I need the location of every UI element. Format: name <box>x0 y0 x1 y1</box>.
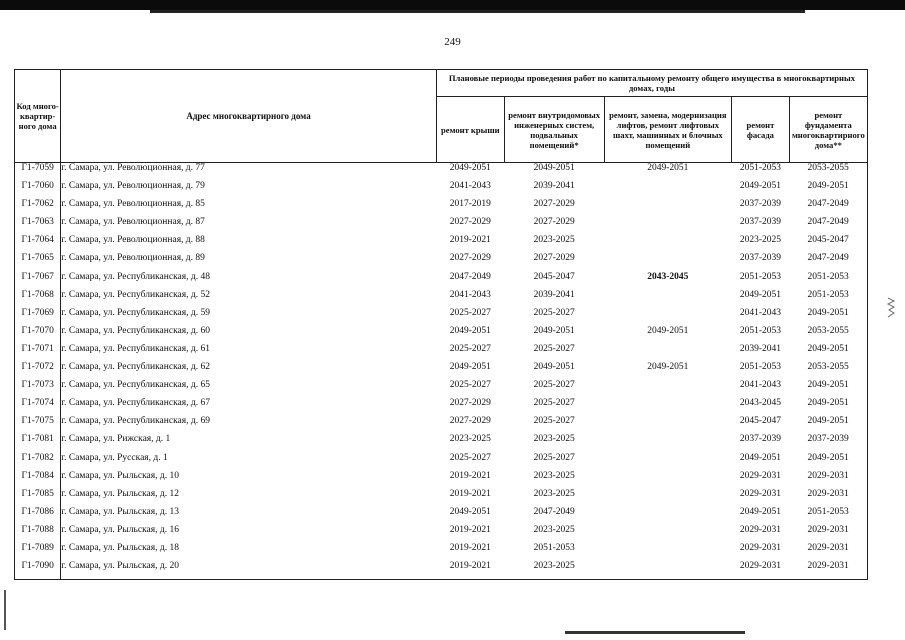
capital-repair-schedule-table <box>14 69 868 580</box>
cell-engineering: 2049-2051 <box>533 362 575 373</box>
cell-engineering: 2023-2025 <box>533 488 575 499</box>
cell-foundation: 2037-2039 <box>789 434 867 452</box>
cell-roof: 2041-2043 <box>449 289 491 300</box>
cell-foundation: 2049-2051 <box>789 344 867 362</box>
cell-code: Г1-7071 <box>15 344 61 362</box>
cell-address: г. Самара, ул. Русская, д. 1 <box>61 452 168 463</box>
table-row <box>15 525 868 543</box>
cell-code: Г1-7075 <box>15 416 61 434</box>
header-address: Адрес многоквартирного дома <box>61 70 437 163</box>
table-row <box>15 380 868 398</box>
cell-address: г. Самара, ул. Республиканская, д. 48 <box>61 271 210 282</box>
cell-engineering: 2051-2053 <box>533 542 575 553</box>
cell-elevators <box>604 181 732 199</box>
cell-engineering: 2025-2027 <box>533 307 575 318</box>
cell-roof: 2049-2051 <box>449 506 491 517</box>
cell-address: г. Самара, ул. Рыльская, д. 18 <box>61 542 179 553</box>
cell-code: Г1-7070 <box>15 326 61 344</box>
cell-elevators <box>604 471 732 489</box>
cell-code: Г1-7084 <box>15 471 61 489</box>
cell-elevators <box>604 525 732 543</box>
cell-elevators <box>604 235 732 253</box>
cell-elevators <box>604 308 732 326</box>
cell-engineering: 2023-2025 <box>533 235 575 246</box>
cell-foundation: 2045-2047 <box>789 235 867 253</box>
cell-foundation: 2029-2031 <box>789 525 867 543</box>
table-row <box>15 344 868 362</box>
cell-roof: 2025-2027 <box>449 452 491 463</box>
cell-elevators: 2043-2045 <box>647 271 689 282</box>
table-row <box>15 235 868 253</box>
scan-border-left <box>4 590 6 630</box>
cell-foundation: 2029-2031 <box>789 561 867 580</box>
cell-facade: 2029-2031 <box>739 488 782 499</box>
cell-facade: 2037-2039 <box>739 253 782 264</box>
cell-roof: 2027-2029 <box>449 253 491 264</box>
cell-elevators <box>604 416 732 434</box>
page-number: 249 <box>444 36 461 48</box>
table-row <box>15 362 868 380</box>
table-row <box>15 453 868 471</box>
cell-address: г. Самара, ул. Рыльская, д. 16 <box>61 524 179 535</box>
cell-engineering: 2025-2027 <box>533 416 575 427</box>
cell-address: г. Самара, ул. Революционная, д. 89 <box>61 253 205 264</box>
cell-elevators: 2049-2051 <box>647 163 689 173</box>
cell-roof: 2019-2021 <box>449 542 491 553</box>
cell-engineering: 2027-2029 <box>533 253 575 264</box>
cell-engineering: 2027-2029 <box>533 217 575 228</box>
cell-roof: 2017-2019 <box>449 199 491 210</box>
cell-engineering: 2039-2041 <box>533 289 575 300</box>
cell-foundation: 2047-2049 <box>789 253 867 271</box>
cell-facade: 2041-2043 <box>739 307 782 318</box>
cell-foundation: 2051-2053 <box>789 272 867 290</box>
table-row <box>15 416 868 434</box>
cell-address: г. Самара, ул. Республиканская, д. 65 <box>61 380 210 391</box>
table-row <box>15 163 868 182</box>
cell-foundation: 2053-2055 <box>789 326 867 344</box>
cell-elevators <box>604 199 732 217</box>
cell-roof: 2025-2027 <box>449 307 491 318</box>
cell-facade: 2049-2051 <box>739 181 782 192</box>
cell-facade: 2043-2045 <box>739 398 782 409</box>
table-row <box>15 561 868 580</box>
cell-address: г. Самара, ул. Республиканская, д. 61 <box>61 343 210 354</box>
cell-code: Г1-7089 <box>15 543 61 561</box>
cell-elevators <box>604 434 732 452</box>
cell-facade: 2029-2031 <box>732 561 790 580</box>
table-row <box>15 253 868 271</box>
cell-code: Г1-7068 <box>15 290 61 308</box>
cell-facade: 2049-2051 <box>739 452 782 463</box>
cell-roof: 2027-2029 <box>449 398 491 409</box>
scan-border-top <box>0 0 905 10</box>
cell-engineering: 2049-2051 <box>533 325 575 336</box>
table-row <box>15 217 868 235</box>
cell-roof: 2019-2021 <box>449 524 491 535</box>
cell-code: Г1-7064 <box>15 235 61 253</box>
cell-code: Г1-7082 <box>15 453 61 471</box>
cell-address: г. Самара, ул. Рыльская, д. 12 <box>61 488 179 499</box>
cell-engineering: 2025-2027 <box>533 343 575 354</box>
cell-foundation: 2051-2053 <box>789 507 867 525</box>
cell-address: г. Самара, ул. Революционная, д. 85 <box>61 199 205 210</box>
scan-border-top-inner <box>150 10 805 13</box>
table-row <box>15 434 868 452</box>
header-facade: ремонт фасада <box>732 97 790 163</box>
cell-elevators <box>604 380 732 398</box>
header-periods-group: Плановые периоды проведения работ по капитальному ремонту общего имущества в многоквартирных домах, годы <box>436 70 867 97</box>
cell-elevators <box>604 507 732 525</box>
cell-facade: 2051-2053 <box>739 271 782 282</box>
cell-roof: 2027-2029 <box>449 217 491 228</box>
cell-address: г. Самара, ул. Республиканская, д. 59 <box>61 307 210 318</box>
cell-code: Г1-7072 <box>15 362 61 380</box>
cell-roof: 2049-2051 <box>449 163 491 173</box>
cell-code: Г1-7073 <box>15 380 61 398</box>
cell-facade: 2051-2053 <box>739 325 782 336</box>
cell-engineering: 2025-2027 <box>533 452 575 463</box>
cell-engineering: 2023-2025 <box>533 434 575 445</box>
table-row <box>15 290 868 308</box>
cell-code: Г1-7062 <box>15 199 61 217</box>
cell-foundation: 2029-2031 <box>789 543 867 561</box>
cell-roof: 2019-2021 <box>436 561 504 580</box>
cell-elevators <box>604 489 732 507</box>
table-row <box>15 181 868 199</box>
cell-facade: 2029-2031 <box>739 470 782 481</box>
table-row <box>15 272 868 290</box>
cell-code: Г1-7074 <box>15 398 61 416</box>
cell-code: Г1-7060 <box>15 181 61 199</box>
cell-roof: 2019-2021 <box>449 235 491 246</box>
cell-foundation: 2053-2055 <box>789 163 867 182</box>
cell-foundation: 2029-2031 <box>789 471 867 489</box>
cell-elevators <box>604 398 732 416</box>
cell-facade: 2037-2039 <box>739 434 782 445</box>
cell-foundation: 2029-2031 <box>789 489 867 507</box>
cell-engineering: 2023-2025 <box>533 524 575 535</box>
cell-facade: 2037-2039 <box>739 199 782 210</box>
cell-foundation: 2047-2049 <box>789 217 867 235</box>
cell-elevators <box>604 217 732 235</box>
table-row <box>15 489 868 507</box>
cell-elevators <box>604 290 732 308</box>
cell-facade: 2051-2053 <box>739 163 782 173</box>
margin-scribble-icon <box>885 296 897 320</box>
cell-code: Г1-7063 <box>15 217 61 235</box>
cell-elevators <box>604 253 732 271</box>
cell-roof: 2049-2051 <box>449 325 491 336</box>
cell-roof: 2027-2029 <box>449 416 491 427</box>
table-row <box>15 543 868 561</box>
cell-facade: 2049-2051 <box>739 289 782 300</box>
cell-address: г. Самара, ул. Рыльская, д. 13 <box>61 506 179 517</box>
cell-foundation: 2049-2051 <box>789 416 867 434</box>
cell-foundation: 2053-2055 <box>789 362 867 380</box>
cell-roof: 2049-2051 <box>449 362 491 373</box>
header-code: Код много-квартир-ного дома <box>15 70 61 163</box>
cell-code: Г1-7085 <box>15 489 61 507</box>
cell-elevators: 2049-2051 <box>647 362 689 373</box>
cell-engineering: 2023-2025 <box>533 470 575 481</box>
cell-foundation: 2049-2051 <box>789 308 867 326</box>
cell-elevators <box>604 561 732 580</box>
cell-foundation: 2047-2049 <box>789 199 867 217</box>
table-row <box>15 471 868 489</box>
cell-foundation: 2049-2051 <box>789 380 867 398</box>
cell-address: г. Самара, ул. Рыльская, д. 20 <box>61 561 437 580</box>
cell-roof: 2023-2025 <box>449 434 491 445</box>
cell-code: Г1-7065 <box>15 253 61 271</box>
cell-facade: 2029-2031 <box>739 542 782 553</box>
cell-address: г. Самара, ул. Рижская, д. 1 <box>61 434 171 445</box>
cell-engineering: 2039-2041 <box>533 181 575 192</box>
table-row <box>15 326 868 344</box>
cell-code: Г1-7081 <box>15 434 61 452</box>
cell-engineering: 2025-2027 <box>533 398 575 409</box>
cell-engineering: 2049-2051 <box>533 163 575 173</box>
cell-foundation: 2049-2051 <box>789 181 867 199</box>
cell-facade: 2045-2047 <box>739 416 782 427</box>
table-body <box>15 163 868 580</box>
cell-elevators <box>604 543 732 561</box>
cell-address: г. Самара, ул. Рыльская, д. 10 <box>61 470 179 481</box>
cell-address: г. Самара, ул. Республиканская, д. 69 <box>61 416 210 427</box>
cell-roof: 2041-2043 <box>449 181 491 192</box>
cell-facade: 2049-2051 <box>739 506 782 517</box>
cell-elevators <box>604 344 732 362</box>
cell-code: Г1-7090 <box>15 561 61 580</box>
cell-elevators <box>604 453 732 471</box>
cell-engineering: 2023-2025 <box>504 561 604 580</box>
cell-address: г. Самара, ул. Республиканская, д. 60 <box>61 325 210 336</box>
table-row <box>15 398 868 416</box>
cell-engineering: 2047-2049 <box>533 506 575 517</box>
cell-facade: 2029-2031 <box>739 524 782 535</box>
header-elevators: ремонт, замена, модернизация лифтов, ремонт лифтовых шахт, машинных и блочных помещений <box>604 97 732 163</box>
cell-code: Г1-7086 <box>15 507 61 525</box>
cell-address: г. Самара, ул. Республиканская, д. 52 <box>61 289 210 300</box>
cell-foundation: 2049-2051 <box>789 398 867 416</box>
cell-engineering: 2027-2029 <box>533 199 575 210</box>
cell-elevators: 2049-2051 <box>647 325 689 336</box>
cell-facade: 2037-2039 <box>739 217 782 228</box>
header-roof: ремонт крыши <box>436 97 504 163</box>
cell-address: г. Самара, ул. Республиканская, д. 67 <box>61 398 210 409</box>
cell-foundation: 2051-2053 <box>789 290 867 308</box>
cell-foundation: 2049-2051 <box>789 453 867 471</box>
cell-address: г. Самара, ул. Революционная, д. 79 <box>61 181 205 192</box>
cell-roof: 2019-2021 <box>449 488 491 499</box>
scan-border-bottom <box>565 631 745 634</box>
cell-address: г. Самара, ул. Революционная, д. 87 <box>61 217 205 228</box>
cell-facade: 2023-2025 <box>739 235 782 246</box>
table-row <box>15 308 868 326</box>
cell-facade: 2041-2043 <box>739 380 782 391</box>
table-row <box>15 199 868 217</box>
cell-code: Г1-7059 <box>15 163 61 182</box>
cell-roof: 2047-2049 <box>449 271 491 282</box>
cell-roof: 2019-2021 <box>449 470 491 481</box>
cell-engineering: 2045-2047 <box>533 271 575 282</box>
cell-roof: 2025-2027 <box>449 343 491 354</box>
header-engineering: ремонт внутридомовых инженерных систем, подвальных помещений* <box>504 97 604 163</box>
cell-code: Г1-7088 <box>15 525 61 543</box>
cell-facade: 2051-2053 <box>739 362 782 373</box>
cell-engineering: 2025-2027 <box>533 380 575 391</box>
cell-address: г. Самара, ул. Республиканская, д. 62 <box>61 362 210 373</box>
cell-roof: 2025-2027 <box>449 380 491 391</box>
header-foundation: ремонт фундамента многоквартирного дома** <box>789 97 867 163</box>
cell-address: г. Самара, ул. Революционная, д. 77 <box>61 163 205 173</box>
cell-code: Г1-7067 <box>15 272 61 290</box>
cell-address: г. Самара, ул. Революционная, д. 88 <box>61 235 205 246</box>
cell-facade: 2039-2041 <box>739 343 782 354</box>
table-row <box>15 507 868 525</box>
cell-code: Г1-7069 <box>15 308 61 326</box>
